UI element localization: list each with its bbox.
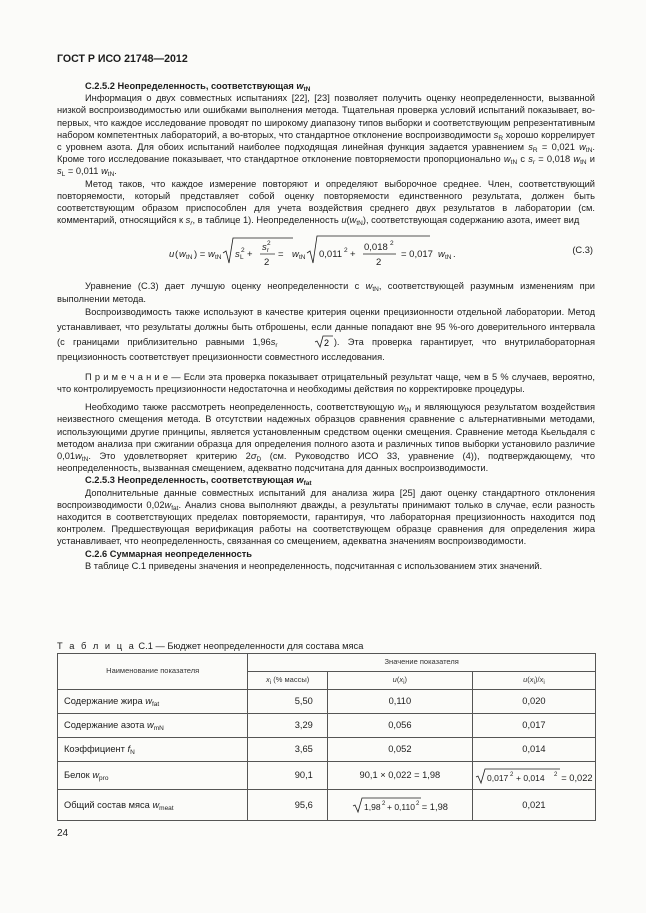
column-header-xi: $x_i$ (% массы) bbox=[248, 672, 328, 690]
svg-text:L: L bbox=[240, 254, 244, 262]
row-uxi: 1,98 2 + 0,110 2 = 1,98 bbox=[327, 790, 472, 821]
svg-text:2: 2 bbox=[267, 240, 271, 248]
row-name: Белок $w_{pro}$ bbox=[58, 762, 248, 790]
svg-text:2: 2 bbox=[376, 257, 382, 269]
row-uxi-xi: 0,014 bbox=[472, 738, 595, 762]
row-xi: 3,65 bbox=[248, 738, 328, 762]
section-c252-heading: C.2.5.2 Неопределенность, соответствующая $w_{tN}$ bbox=[85, 81, 311, 93]
table-row bbox=[58, 790, 596, 821]
table-caption: Т а б л и ц а C.1 — Бюджет неопределенности для состава мяса bbox=[57, 641, 364, 651]
svg-text:2: 2 bbox=[510, 771, 514, 778]
paragraph: Уравнение (C.3) дает лучшую оценку неопределенности с $w_{tN}$, соответствующей разумным изменениям при выполнении метода. bbox=[57, 281, 595, 304]
standard-header: ГОСТ Р ИСО 21748—2012 bbox=[57, 53, 188, 65]
svg-text:2: 2 bbox=[264, 257, 270, 269]
equation-c3 bbox=[57, 226, 595, 280]
note: П р и м е ч а н и е — Если эта проверка показывает отрицательный результат чаще, чем в 5 % случаев, вероятно, что контролируемость прецизионности недостаточна и необходимы действия по корректировке процедуры. bbox=[57, 371, 595, 395]
row-uxi: 0,052 bbox=[327, 738, 472, 762]
column-header-value: Значение показателя bbox=[248, 654, 596, 672]
paragraph: Дополнительные данные совместных испытаний для анализа жира [25] дают оценку стандартного отклонения воспроизводимости $0,02w_{fat}$. Анализ снова выполняют дважды, а результаты принимают только в случае, если разность находится в соответствующих пределах повторяемости, гарантируя, что лабораторная прецизионность находится под контролем. Предшествующая верификация работы на соответствующем образце сравнения для определения жира устанавливает, что неопределенность, связанная со смещением, адекватна значениям воспроизводимости. bbox=[57, 487, 595, 547]
row-uxi: 0,056 bbox=[327, 714, 472, 738]
column-header-name: Наименование показателя bbox=[58, 654, 248, 690]
svg-text:s: s bbox=[262, 242, 267, 254]
row-uxi-xi: 0,017 2 + 0,014 2 = 0,022 bbox=[472, 762, 595, 790]
svg-text:2: 2 bbox=[241, 247, 245, 255]
row-xi: 3,29 bbox=[248, 714, 328, 738]
svg-text:2: 2 bbox=[323, 337, 329, 348]
svg-text:w: w bbox=[292, 249, 299, 261]
svg-text:s: s bbox=[235, 249, 240, 261]
svg-text:+: + bbox=[350, 249, 356, 261]
svg-text:tN: tN bbox=[215, 254, 222, 262]
paragraph: Метод таков, что каждое измерение повторяют и определяют выборочное среднее. Член, соответствующий повторяемости, который представляет собой оценку повторяемости единственного результата, должен быть соответствующим образом приспособлен для учета воздействия среднего двух результатов в лаборатории (см. комментарий, относящийся к $s_r$, в таблице 1). Неопределенность $u(w_{tN})$, соответствующая содержанию азота, имеет вид bbox=[57, 178, 595, 228]
paragraph: Воспроизводимость также используют в качестве критерия оценки прецизионности отдельной лаборатории. Метод устанавливает, что результаты должны быть отброшены, если данные попадают вне 95 %-ого доверительного интервала (с границами приблизительно равными $1,96s_r$ 2 ). Эта проверка гарантирует, что внутрилабораторная прецизионность соответствует прецизионности совместного исследования. bbox=[57, 306, 595, 362]
sqrt-expression bbox=[352, 796, 422, 814]
uncertainty-budget-table bbox=[57, 653, 596, 821]
column-header-uxi: $u(x_i)$ bbox=[327, 672, 472, 690]
row-xi: 5,50 bbox=[248, 690, 328, 714]
svg-text:2: 2 bbox=[381, 801, 386, 807]
svg-text:1,98: 1,98 bbox=[363, 802, 381, 812]
row-name: Общий состав мяса $w_{meat}$ bbox=[58, 790, 248, 821]
paragraph: Информация о двух совместных испытаниях [22], [23] позволяет получить оценку неопределенности, вызванной низкой воспроизводимостью или ошибками выполнения метода. Тщательная проверка условий испытаний показывает, во-первых, что каждое исследование проводят по широкому диапазону типов выборки и соответствующим репрезентативным набором компетентных лабораторий, а во-вторых, что стандартное отклонение воспроизводимости $s_R$ хорошо коррелирует с уровнем азота. Для обоих испытаний наиболее подходящая линейная функция задается уравнением $s_R = 0,021$ $w_{tN}$. Кроме того исследование показывает, что стандартное отклонение повторяемости пропорционально $w_{tN}$ с $s_r = 0,018$ $w_{tN}$ и $s_L = 0,011$ $w_{tN}$. bbox=[57, 93, 595, 179]
svg-text:+ 0,110: + 0,110 bbox=[386, 802, 415, 812]
section-c26-heading: C.2.6 Суммарная неопределенность bbox=[85, 548, 253, 559]
svg-text:tN: tN bbox=[299, 254, 306, 262]
svg-text:r: r bbox=[267, 247, 270, 255]
sqrt2-radical bbox=[286, 335, 334, 350]
svg-text:tN: tN bbox=[186, 254, 193, 262]
equation-graphic bbox=[57, 226, 527, 280]
row-name: Содержание азота $w_{mN}$ bbox=[58, 714, 248, 738]
row-uxi: 90,1 × 0,022 = 1,98 bbox=[327, 762, 472, 790]
row-uxi-xi: 0,020 bbox=[472, 690, 595, 714]
svg-text:.: . bbox=[453, 249, 456, 261]
document-body bbox=[57, 80, 595, 572]
svg-text:+: + bbox=[247, 249, 253, 261]
row-name: Коэффициент $f_N$ bbox=[58, 738, 248, 762]
svg-text:2: 2 bbox=[554, 771, 558, 778]
table-row bbox=[58, 762, 596, 790]
svg-text:=: = bbox=[278, 249, 284, 261]
svg-text:w: w bbox=[438, 249, 445, 261]
sqrt-expression bbox=[475, 767, 561, 785]
table-row bbox=[58, 738, 596, 762]
svg-text:0,017: 0,017 bbox=[487, 772, 509, 783]
row-uxi: 0,110 bbox=[327, 690, 472, 714]
column-header-uxi-xi: $u(x_i)/x_i$ bbox=[472, 672, 595, 690]
svg-text:2: 2 bbox=[390, 240, 394, 248]
equation-number: (C.3) bbox=[572, 245, 593, 256]
paragraph: Необходимо также рассмотреть неопределенность, соответствующую $w_{tN}$ и являющуюся результатом воздействия неизвестного смещения метода. В отсутствии надежных образцов сравнения сравнение с альтернативными методами, использующими другие принципы, является установленным средством оценки смещения. Сравнение метода Кьельдаля с методом анализа при сжигании образца для определения полного азота и различных типов выборки установило различие $0,01w_{tN}$. Это удовлетворяет критерию $2\sigma_D$ (см. Руководство ИСО 33, уравнение (4)), подтверждающему, что неопределенность, вызванная смещением, адекватно подсчитана для данных воспроизводимости. bbox=[57, 402, 595, 474]
svg-text:0,011: 0,011 bbox=[319, 249, 343, 261]
svg-text:w: w bbox=[208, 249, 215, 261]
section-c253-heading: C.2.5.3 Неопределенность, соответствующая $w_{fat}$ bbox=[85, 475, 312, 488]
svg-text:= 0,017: = 0,017 bbox=[401, 249, 433, 261]
svg-text:2: 2 bbox=[344, 247, 348, 255]
row-name: Содержание жира $w_{fat}$ bbox=[58, 690, 248, 714]
svg-text:(: ( bbox=[175, 249, 179, 261]
paragraph: В таблице C.1 приведены значения и неопределенность, подсчитанная с использованием этих значений. bbox=[85, 560, 543, 571]
svg-text:2: 2 bbox=[415, 801, 420, 807]
row-uxi-xi: 0,021 bbox=[472, 790, 595, 821]
row-uxi-xi: 0,017 bbox=[472, 714, 595, 738]
svg-text:) =: ) = bbox=[194, 249, 206, 261]
svg-text:0,018: 0,018 bbox=[364, 242, 388, 254]
svg-text:tN: tN bbox=[445, 254, 452, 262]
svg-text:+ 0,014: + 0,014 bbox=[516, 772, 545, 783]
svg-text:w: w bbox=[179, 249, 186, 261]
table-row bbox=[58, 690, 596, 714]
page-number: 24 bbox=[57, 828, 69, 839]
svg-text:u: u bbox=[169, 249, 175, 261]
row-xi: 90,1 bbox=[248, 762, 328, 790]
table-row bbox=[58, 714, 596, 738]
row-xi: 95,6 bbox=[248, 790, 328, 821]
